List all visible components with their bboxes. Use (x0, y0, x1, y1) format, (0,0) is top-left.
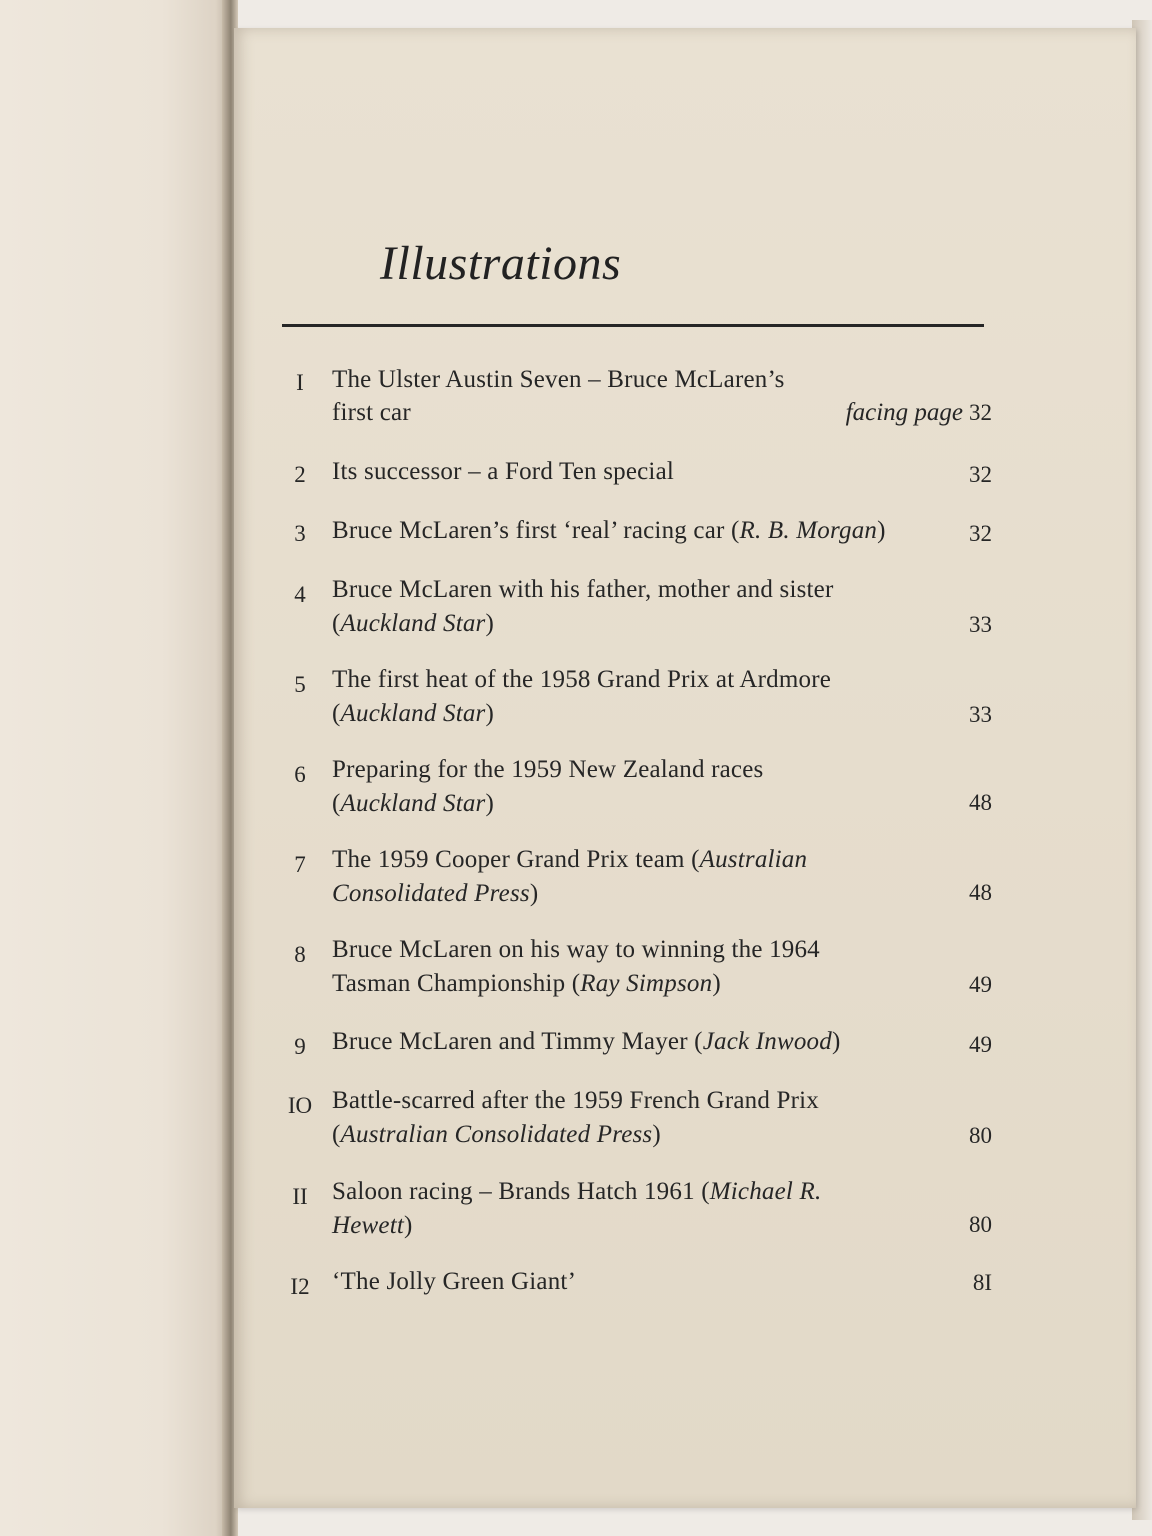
title-rule (282, 324, 984, 327)
entry-caption-cont: Tasman Championship (Ray Simpson) (332, 970, 721, 997)
photo-credit: Ray Simpson (580, 970, 713, 997)
entry-caption-cont: Hewett) (332, 1212, 413, 1239)
entry-caption: The first heat of the 1958 Grand Prix at Ardmore (332, 666, 832, 693)
photo-credit-cont: Consolidated Press (332, 880, 530, 907)
entry-number: 7 (294, 852, 306, 877)
left-page (0, 0, 232, 1536)
entry-number: 4 (294, 582, 306, 607)
entry-page-number: 80 (969, 1212, 992, 1237)
entry-page (846, 399, 992, 427)
entry-caption: Bruce McLaren with his father, mother and sister (332, 576, 834, 603)
illustration-entry-6 (280, 756, 992, 826)
entry-number: 8 (294, 942, 306, 967)
photo-credit: Australian (699, 846, 808, 873)
entry-page-number: 32 (969, 462, 992, 487)
illustration-entry-12 (280, 1268, 992, 1338)
page-title: Illustrations (380, 237, 622, 290)
entry-caption-cont: (Auckland Star) (332, 610, 494, 637)
entry-caption: Bruce McLaren’s first ‘real’ racing car (R. B. Morgan) (332, 517, 886, 544)
entry-number: 9 (294, 1034, 306, 1059)
entry-caption: Its successor – a Ford Ten special (332, 458, 675, 485)
entry-page-number: 8I (972, 1270, 992, 1295)
entry-caption: The Ulster Austin Seven – Bruce McLaren’s (332, 366, 785, 393)
photo-credit: Auckland Star (340, 610, 486, 637)
entry-page-number: 33 (969, 612, 992, 637)
entry-number: IO (287, 1093, 313, 1118)
photo-credit: Auckland Star (340, 700, 486, 727)
illustration-entry-11 (280, 1178, 992, 1248)
entry-page-number: 49 (969, 1032, 992, 1057)
photo-credit: Jack Inwood (702, 1028, 832, 1055)
entry-number: I (296, 370, 304, 395)
entry-caption: Saloon racing – Brands Hatch 1961 (Michael R. (332, 1178, 822, 1205)
entry-page-number: 32 (969, 400, 992, 425)
entry-number: 3 (294, 521, 306, 546)
entry-caption-cont: (Auckland Star) (332, 790, 494, 817)
photo-credit-cont: Hewett (332, 1212, 405, 1239)
photo-credit: R. B. Morgan (739, 517, 878, 544)
illustration-entry-4 (280, 576, 992, 646)
illustration-entry-1 (280, 366, 992, 436)
entry-page-number: 48 (969, 880, 992, 905)
photo-credit: Michael R. (709, 1178, 822, 1205)
illustration-entry-5 (280, 666, 992, 736)
entry-number: II (292, 1184, 308, 1209)
entry-number: 5 (294, 672, 306, 697)
facing-page-label: facing page (845, 399, 963, 426)
entry-number: 2 (294, 462, 306, 487)
entry-caption-cont: (Australian Consolidated Press) (332, 1121, 661, 1148)
photo-credit: Australian Consolidated Press (340, 1121, 653, 1148)
entry-page-number: 32 (969, 521, 992, 546)
entry-page-number: 49 (969, 972, 992, 997)
entry-caption: The 1959 Cooper Grand Prix team (Australian (332, 846, 808, 873)
entry-page-number: 48 (969, 790, 992, 815)
entry-caption: Battle-scarred after the 1959 French Grand Prix (332, 1087, 819, 1114)
entry-caption-cont: Consolidated Press) (332, 880, 539, 907)
entry-caption: ‘The Jolly Green Giant’ (332, 1268, 577, 1295)
entry-caption: Bruce McLaren and Timmy Mayer (Jack Inwood) (332, 1028, 841, 1055)
entry-caption-cont: (Auckland Star) (332, 700, 494, 727)
entry-number: I2 (290, 1274, 310, 1299)
entry-page-number: 33 (969, 702, 992, 727)
photo-credit: Auckland Star (340, 790, 486, 817)
illustration-entry-10 (280, 1087, 992, 1157)
entry-caption-cont: first car (332, 399, 411, 426)
entry-number: 6 (294, 762, 306, 787)
illustration-entry-7 (280, 846, 992, 916)
illustration-entry-8 (280, 936, 992, 1006)
entry-caption: Bruce McLaren on his way to winning the 1964 (332, 936, 820, 963)
entry-page-number: 80 (969, 1123, 992, 1148)
entry-caption: Preparing for the 1959 New Zealand races (332, 756, 764, 783)
